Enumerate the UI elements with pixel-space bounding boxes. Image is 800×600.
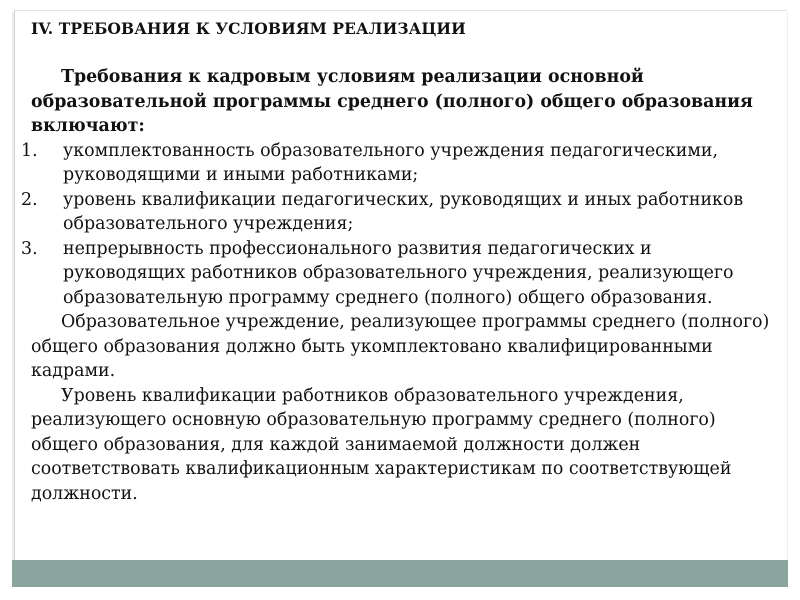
body-paragraph: Образовательное учреждение, реализующее программы среднего (полного) общего образования должно быть укомплектовано квалифицированными кадрами. bbox=[31, 312, 770, 381]
list-item bbox=[21, 188, 776, 237]
requirements-list bbox=[21, 139, 776, 311]
list-item-text: непрерывность профессионального развития педагогических и руководящих работников образовательного учреждения, реализующего образовательную программу среднего (полного) общего образования. bbox=[63, 238, 734, 308]
body-paragraph: Уровень квалификации работников образовательного учреждения, реализующего основную образовательную программу среднего (полного) общего образования, для каждой занимаемой должности должен соответствовать квалификационным характеристикам по соответствующей должности. bbox=[31, 385, 732, 504]
footer-bar bbox=[12, 560, 788, 587]
slide-content bbox=[21, 65, 776, 506]
list-item bbox=[21, 237, 776, 311]
list-item-number: 2. bbox=[21, 189, 38, 210]
list-item-text: укомплектованность образовательного учреждения педагогическими, руководящими и иными работниками; bbox=[63, 140, 719, 185]
list-item-number: 3. bbox=[21, 238, 38, 259]
list-item-number: 1. bbox=[21, 140, 38, 161]
list-item-text: уровень квалификации педагогических, руководящих и иных работников образовательного учреждения; bbox=[63, 189, 744, 234]
slide-title: IV. ТРЕБОВАНИЯ К УСЛОВИЯМ РЕАЛИЗАЦИИ bbox=[31, 19, 466, 38]
intro-paragraph: Требования к кадровым условиям реализации основной образовательной программы среднего (полного) общего образования включают: bbox=[31, 67, 753, 136]
list-item bbox=[21, 139, 776, 188]
